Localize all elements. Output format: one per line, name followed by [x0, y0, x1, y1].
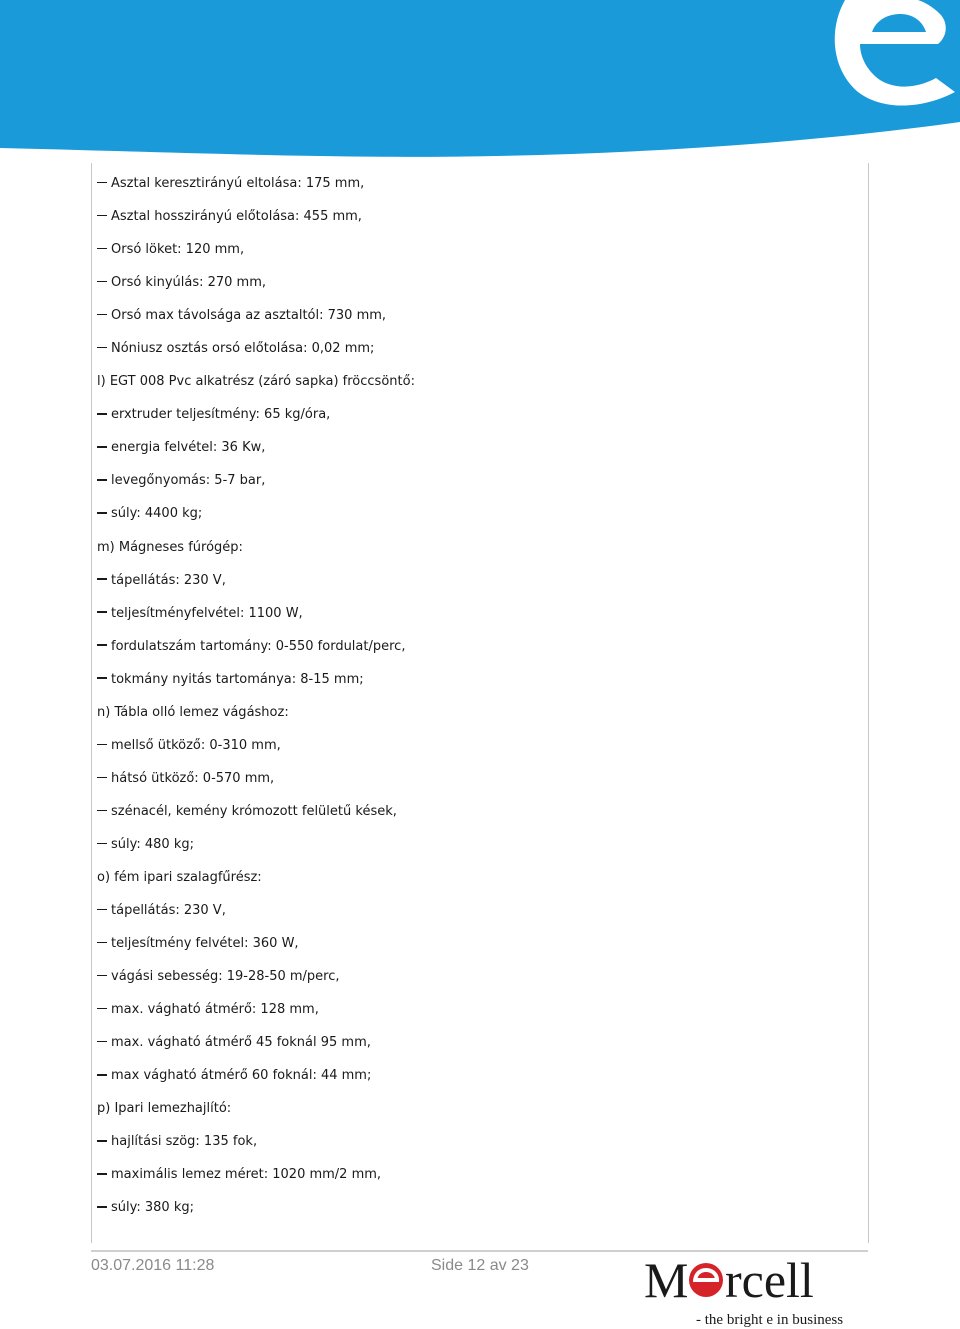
spec-item [97, 271, 415, 304]
spec-text: súly: 480 kg; [111, 836, 194, 852]
spec-item [97, 436, 415, 469]
spec-text: l) EGT 008 Pvc alkatrész (záró sapka) fröccsöntő: [97, 374, 415, 390]
spec-item [97, 502, 415, 535]
spec-heading [97, 1097, 415, 1130]
spec-item [97, 602, 415, 635]
spec-text: m) Mágneses fúrógép: [97, 539, 243, 555]
logo-tagline: - the bright e in business [696, 1312, 844, 1328]
spec-text: erxtruder teljesítmény: 65 kg/óra, [111, 407, 331, 423]
spec-item [97, 1130, 415, 1163]
spec-text: Asztal hosszirányú előtolása: 455 mm, [111, 209, 362, 225]
spec-text: tápellátás: 230 V, [111, 903, 226, 919]
spec-heading [97, 701, 415, 734]
spec-item [97, 833, 415, 866]
spec-item [97, 172, 415, 205]
spec-text: tápellátás: 230 V, [111, 572, 226, 588]
spec-item [97, 1064, 415, 1097]
spec-list [97, 172, 415, 1230]
spec-item [97, 337, 415, 370]
spec-heading [97, 370, 415, 403]
spec-item [97, 965, 415, 998]
spec-text: hátsó ütköző: 0-570 mm, [111, 770, 275, 786]
spec-text: hajlítási szög: 135 fok, [111, 1134, 258, 1150]
spec-text: levegőnyomás: 5-7 bar, [111, 473, 266, 489]
footer-date: 03.07.2016 11:28 [91, 1257, 215, 1274]
marcell-logo [640, 1252, 870, 1329]
spec-text: teljesítményfelvétel: 1100 W, [111, 605, 303, 621]
spec-item [97, 205, 415, 238]
spec-item [97, 899, 415, 932]
spec-text: Orsó max távolsága az asztaltól: 730 mm, [111, 308, 387, 324]
spec-item [97, 1163, 415, 1196]
spec-heading [97, 866, 415, 899]
spec-text: Asztal keresztirányú eltolása: 175 mm, [111, 176, 365, 191]
spec-item [97, 932, 415, 965]
spec-item [97, 1196, 415, 1229]
spec-item [97, 767, 415, 800]
spec-text: o) fém ipari szalagfűrész: [97, 869, 262, 885]
spec-text: maximális lemez méret: 1020 mm/2 mm, [111, 1167, 382, 1183]
spec-text: p) Ipari lemezhajlító: [97, 1101, 232, 1117]
spec-item [97, 569, 415, 602]
spec-item [97, 1031, 415, 1064]
spec-text: vágási sebesség: 19-28-50 m/perc, [111, 969, 340, 985]
spec-item [97, 238, 415, 271]
spec-item [97, 800, 415, 833]
spec-text: Orsó kinyúlás: 270 mm, [111, 275, 267, 291]
spec-text: max vágható átmérő 60 foknál: 44 mm; [111, 1068, 372, 1084]
spec-text: tokmány nyitás tartománya: 8-15 mm; [111, 671, 364, 687]
spec-text: súly: 4400 kg; [111, 506, 203, 522]
spec-item [97, 304, 415, 337]
spec-text: teljesítmény felvétel: 360 W, [111, 936, 299, 952]
spec-item [97, 635, 415, 668]
spec-text: max. vágható átmérő: 128 mm, [111, 1002, 319, 1018]
spec-text: max. vágható átmérő 45 foknál 95 mm, [111, 1035, 371, 1051]
spec-item [97, 734, 415, 767]
spec-heading [97, 536, 415, 569]
spec-text: súly: 380 kg; [111, 1200, 194, 1216]
logo-e-icon [689, 1263, 723, 1297]
spec-text: Nóniusz osztás orsó előtolása: 0,02 mm; [111, 341, 375, 357]
logo-text-rcell: rcell [725, 1252, 814, 1308]
spec-text: mellső ütköző: 0-310 mm, [111, 737, 281, 753]
spec-text: energia felvétel: 36 Kw, [111, 440, 266, 456]
spec-item [97, 403, 415, 436]
spec-text: fordulatszám tartomány: 0-550 fordulat/perc, [111, 638, 406, 654]
footer-page-number: Side 12 av 23 [431, 1257, 529, 1274]
spec-item [97, 998, 415, 1031]
spec-item [97, 668, 415, 701]
spec-text: Orsó löket: 120 mm, [111, 242, 245, 258]
logo-letter-m: M [644, 1252, 689, 1308]
spec-text: szénacél, kemény krómozott felületű kések, [111, 803, 397, 819]
spec-item [97, 469, 415, 502]
spec-text: n) Tábla olló lemez vágáshoz: [97, 704, 289, 720]
header-band [0, 0, 960, 160]
